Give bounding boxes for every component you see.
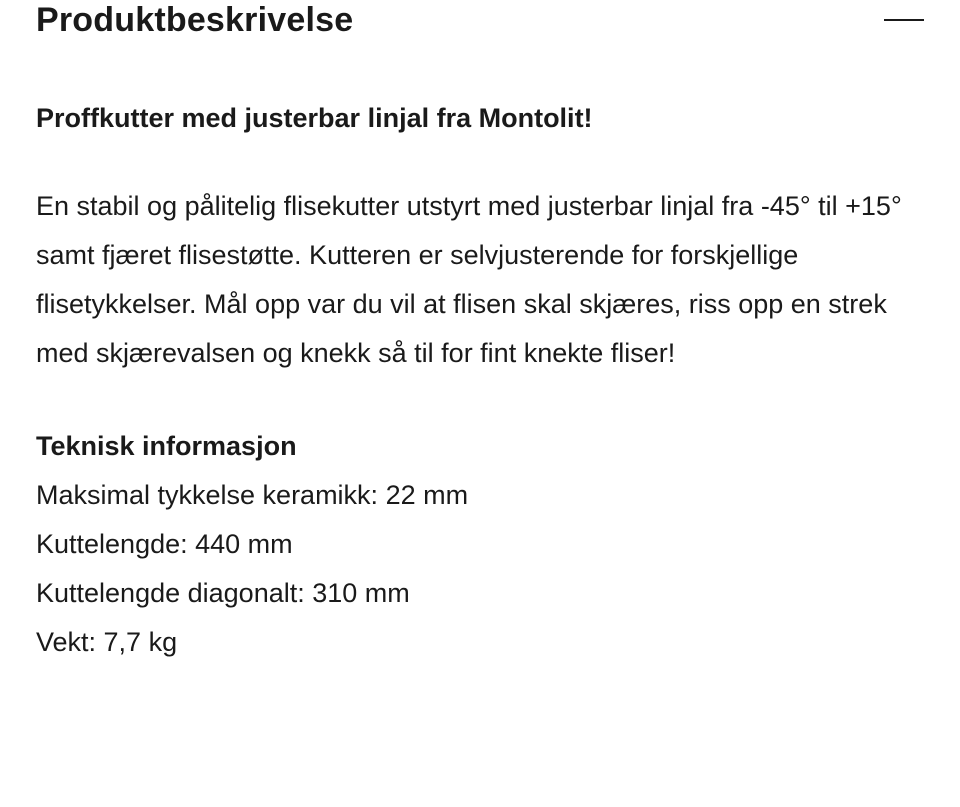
product-headline: Proffkutter med justerbar linjal fra Montolit! — [36, 103, 593, 133]
minus-icon — [884, 19, 924, 21]
technical-info — [36, 422, 936, 667]
technical-list — [36, 471, 936, 667]
collapse-button[interactable] — [882, 0, 924, 40]
technical-item: Maksimal tykkelse keramikk: 22 mm — [36, 480, 469, 510]
product-description: En stabil og pålitelig flisekutter utstyrt med justerbar linjal fra -45° til +15° samt fjæret flisestøtte. Kutteren er selvjusterende for forskjellige flisetykkelser. Mål opp var du vil at flisen skal skjæres, riss opp en strek med skjærevalsen og knekk så til for fint knekte fliser! — [36, 191, 902, 368]
technical-heading: Teknisk informasjon — [36, 431, 297, 461]
technical-item: Kuttelengde diagonalt: 310 mm — [36, 578, 410, 608]
technical-item: Kuttelengde: 440 mm — [36, 529, 293, 559]
accordion-content — [36, 98, 936, 667]
technical-item: Vekt: 7,7 kg — [36, 627, 178, 657]
accordion-header[interactable] — [36, 0, 924, 40]
section-title: Produktbeskrivelse — [36, 1, 354, 39]
